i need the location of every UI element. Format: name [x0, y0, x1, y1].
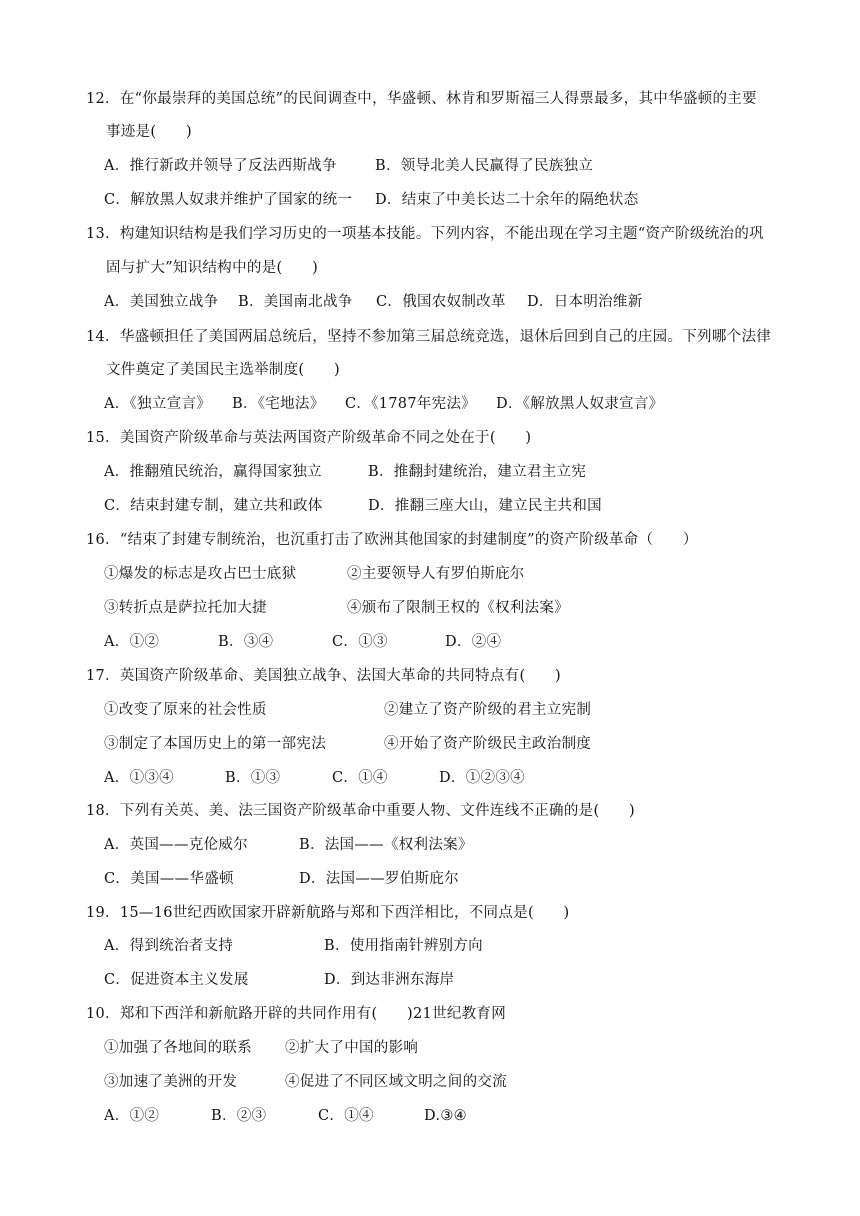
question-17-option-c: C．①④ [332, 770, 388, 786]
question-19-stem: 19．15—16世纪西欧国家开辟新航路与郑和下西洋相比，不同点是( ) [86, 905, 570, 921]
question-10-stem: 10．郑和下西洋和新航路开辟的共同作用有( )21世纪教育网 [86, 1006, 507, 1022]
question-16-option-a: A．①② [104, 634, 160, 650]
question-15-stem: 15．美国资产阶级革命与英法两国资产阶级革命不同之处在于( ) [86, 430, 532, 446]
question-16-statement-4: ④颁布了限制王权的《权利法案》 [347, 600, 569, 616]
question-16-option-b: B．③④ [218, 634, 274, 650]
question-17-stem: 17．英国资产阶级革命、美国独立战争、法国大革命的共同特点有( ) [86, 668, 561, 684]
question-13-option-b: B．美国南北战争 [238, 294, 353, 310]
question-14-option-a: A．《独立宣言》 [104, 396, 212, 412]
question-15-option-a: A．推翻殖民统治，赢得国家独立 [104, 464, 322, 480]
question-18-stem: 18．下列有关英、美、法三国资产阶级革命中重要人物、文件连线不正确的是( ) [86, 803, 635, 819]
question-19-option-b: B．使用指南针辨别方向 [324, 938, 483, 954]
question-16-option-d: D．②④ [445, 634, 502, 650]
question-14-stem-line-2: 文件奠定了美国民主选举制度( ) [106, 362, 340, 378]
question-17-statement-3: ③制定了本国历史上的第一部宪法 [104, 736, 326, 752]
question-10-statement-3: ③加速了美洲的开发 [104, 1074, 238, 1090]
question-10-statement-2: ②扩大了中国的影响 [285, 1040, 419, 1056]
question-12-option-d: D．结束了中美长达二十余年的隔绝状态 [375, 192, 639, 208]
question-13-stem-line-2: 固与扩大”知识结构中的是( ) [106, 260, 319, 276]
question-10-option-a: A．①② [104, 1108, 160, 1124]
question-10-statement-4: ④促进了不同区域文明之间的交流 [285, 1074, 507, 1090]
question-19-option-c: C．促进资本主义发展 [104, 972, 249, 988]
question-19-option-a: A．得到统治者支持 [104, 938, 234, 954]
question-10-option-d: D.③④ [424, 1108, 467, 1124]
question-12-option-c: C．解放黑人奴隶并维护了国家的统一 [104, 192, 353, 208]
question-15-option-b: B．推翻封建统治，建立君主立宪 [368, 464, 587, 480]
question-14-option-b: B．《宅地法》 [232, 396, 325, 412]
question-12-option-b: B．领导北美人民赢得了民族独立 [375, 158, 594, 174]
question-16-statement-3: ③转折点是萨拉托加大捷 [104, 600, 267, 616]
question-13-option-d: D．日本明治维新 [527, 294, 643, 310]
question-16-option-c: C．①③ [332, 634, 388, 650]
question-16-stem: 16．“结束了封建专制统治，也沉重打击了欧洲其他国家的封建制度”的资产阶级革命（ ） [86, 532, 698, 548]
question-13-option-c: C．俄国农奴制改革 [376, 294, 506, 310]
question-18-option-d: D．法国——罗伯斯庇尔 [299, 871, 459, 887]
question-17-option-b: B．①③ [225, 770, 281, 786]
question-18-option-b: B．法国——《权利法案》 [299, 837, 473, 853]
question-10-option-c: C．①④ [318, 1108, 374, 1124]
question-16-statement-2: ②主要领导人有罗伯斯庇尔 [347, 566, 525, 582]
question-18-option-a: A．英国——克伦威尔 [104, 837, 248, 853]
question-17-option-d: D．①②③④ [439, 770, 525, 786]
question-12-option-a: A．推行新政并领导了反法西斯战争 [104, 158, 337, 174]
question-17-statement-1: ①改变了原来的社会性质 [104, 702, 267, 718]
question-10-option-b: B．②③ [211, 1108, 267, 1124]
question-17-statement-4: ④开始了资产阶级民主政治制度 [384, 736, 592, 752]
question-13-stem-line-1: 13．构建知识结构是我们学习历史的一项基本技能。下列内容，不能出现在学习主题“资产阶级统治的巩 [86, 226, 764, 242]
question-14-stem-line-1: 14．华盛顿担任了美国两届总统后，坚持不参加第三届总统竞选，退休后回到自己的庄园。下列哪个法律 [86, 329, 772, 345]
question-17-statement-2: ②建立了资产阶级的君主立宪制 [384, 702, 592, 718]
question-19-option-d: D．到达非洲东海岸 [324, 972, 455, 988]
question-13-option-a: A．美国独立战争 [104, 294, 219, 310]
question-15-option-d: D．推翻三座大山，建立民主共和国 [368, 498, 602, 514]
question-17-option-a: A．①③④ [104, 770, 174, 786]
question-15-option-c: C．结束封建专制，建立共和政体 [104, 498, 323, 514]
question-16-statement-1: ①爆发的标志是攻占巴士底狱 [104, 566, 297, 582]
question-12-stem-line-1: 12．在“你最崇拜的美国总统”的民间调查中，华盛顿、林肯和罗斯福三人得票最多，其中华盛顿的主要 [86, 91, 757, 107]
question-18-option-c: C．美国——华盛顿 [104, 871, 234, 887]
question-14-option-c: C．《1787年宪法》 [345, 396, 477, 412]
question-10-statement-1: ①加强了各地间的联系 [104, 1040, 252, 1056]
question-12-stem-line-2: 事迹是( ) [106, 124, 192, 140]
question-14-option-d: D．《解放黑人奴隶宣言》 [496, 396, 664, 412]
